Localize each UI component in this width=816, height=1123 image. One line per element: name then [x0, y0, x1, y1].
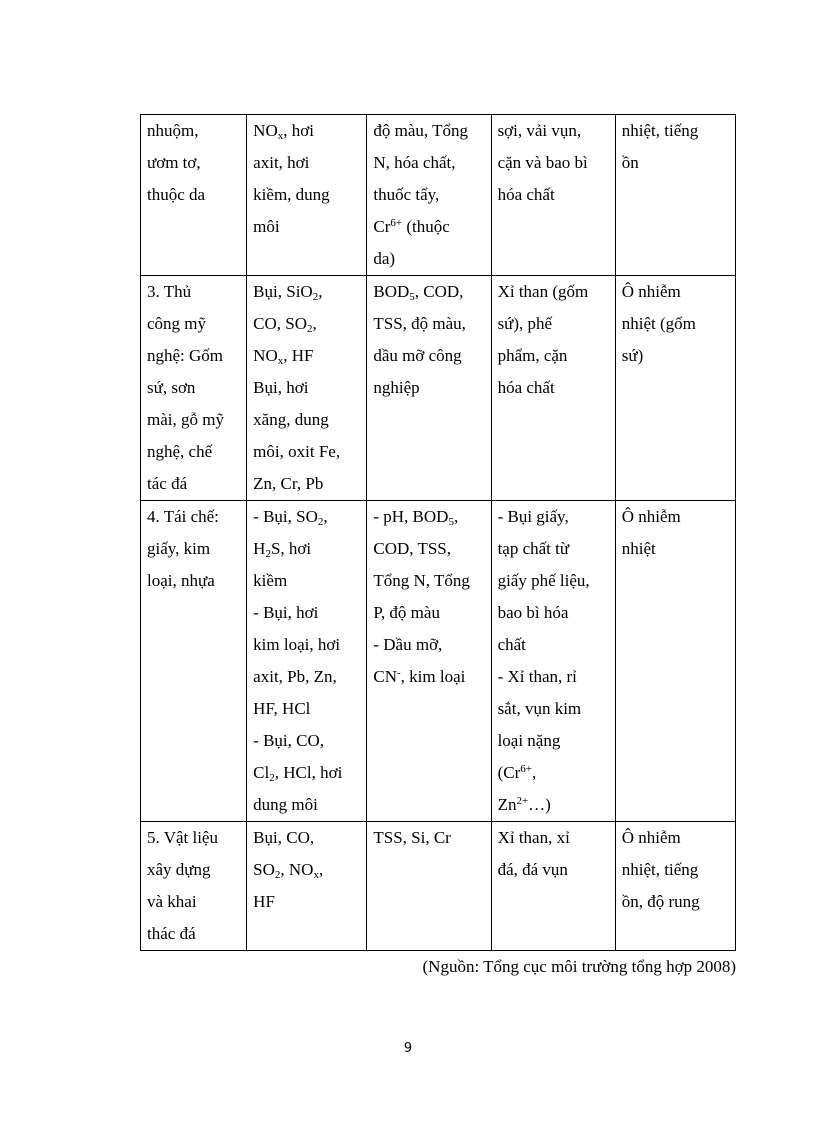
cell-line: axit, Pb, Zn,	[253, 667, 337, 686]
cell-line: giấy, kim	[147, 539, 211, 558]
cell-line: môi	[253, 217, 280, 236]
cell-line: thuộc da	[147, 185, 206, 204]
cell-line: TSS, Si, Cr	[373, 828, 451, 847]
cell-line: xăng, dung	[253, 410, 329, 429]
cell-line: Bụi, hơi	[253, 378, 309, 397]
sector-cell	[141, 115, 247, 276]
cell-line: $Cr^{6+}$ (thuộc	[373, 217, 450, 236]
cell-line: độ màu, Tổng	[373, 121, 468, 140]
solid-waste-cell	[491, 276, 615, 501]
cell-line: nghệ: Gốm	[147, 346, 224, 365]
cell-line: nghệ, chế	[147, 442, 213, 461]
cell-line: ồn	[621, 153, 639, 172]
cell-line: - Xỉ than, rỉ	[497, 667, 577, 686]
cell-line: nhiệt (gốm	[621, 314, 696, 333]
cell-line: hóa chất	[497, 185, 555, 204]
cell-line: COD, TSS,	[373, 539, 451, 558]
cell-line: - pH, $BOD_5$,	[373, 507, 459, 528]
cell-line: dung môi	[253, 795, 318, 814]
cell-line: nhiệt, tiếng	[621, 121, 699, 140]
table-row	[141, 115, 736, 276]
cell-line: HF	[253, 892, 275, 911]
cell-line: P, độ màu	[373, 603, 440, 622]
cell-line: $NO_x$, HF	[253, 346, 314, 367]
pollution-sources-table	[140, 114, 736, 951]
cell-line: giấy phế liệu,	[497, 571, 590, 590]
cell-line: 4. Tái chế:	[147, 507, 219, 526]
other-impacts-cell	[615, 501, 735, 822]
cell-line: $H_2S$, hơi	[253, 539, 312, 560]
cell-line: Tổng N, Tổng	[373, 571, 470, 590]
wastewater-cell	[367, 501, 491, 822]
cell-line: ươm tơ,	[147, 153, 201, 172]
cell-line: Xỉ than, xỉ	[497, 828, 570, 847]
cell-line: sứ, sơn	[147, 378, 196, 397]
cell-line: cặn và bao bì	[497, 153, 588, 172]
table-row	[141, 501, 736, 822]
solid-waste-cell	[491, 115, 615, 276]
air-emissions-cell	[247, 822, 367, 951]
cell-line: ($Cr^{6+}$,	[497, 763, 537, 782]
cell-line: thuốc tẩy,	[373, 185, 440, 204]
cell-line: N, hóa chất,	[373, 153, 456, 172]
other-impacts-cell	[615, 276, 735, 501]
cell-line: và khai	[147, 892, 197, 911]
cell-line: 5. Vật liệu	[147, 828, 218, 847]
cell-line: - Dầu mỡ,	[373, 635, 443, 654]
cell-line: chất	[497, 635, 526, 654]
sector-cell	[141, 501, 247, 822]
cell-line: - Bụi giấy,	[497, 507, 569, 526]
other-impacts-cell	[615, 822, 735, 951]
sector-cell	[141, 276, 247, 501]
cell-line: nhiệt, tiếng	[621, 860, 699, 879]
cell-line: ồn, độ rung	[621, 892, 700, 911]
cell-line: sứ), phế	[497, 314, 553, 333]
cell-line: nghiệp	[373, 378, 420, 397]
cell-line: axit, hơi	[253, 153, 310, 172]
cell-line: da)	[373, 249, 396, 268]
cell-line: - Bụi, CO,	[253, 731, 325, 750]
cell-line: tác đá	[147, 474, 188, 493]
solid-waste-cell	[491, 501, 615, 822]
cell-line: Zn, Cr, Pb	[253, 474, 324, 493]
cell-line: kim loại, hơi	[253, 635, 341, 654]
cell-line: loại nặng	[497, 731, 561, 750]
cell-line: Ô nhiễm	[621, 507, 681, 526]
cell-line: loại, nhựa	[147, 571, 215, 590]
cell-line: nhuộm,	[147, 121, 199, 140]
air-emissions-cell	[247, 276, 367, 501]
cell-line: Xỉ than (gốm	[497, 282, 589, 301]
cell-line: sợi, vải vụn,	[497, 121, 582, 140]
table-row	[141, 822, 736, 951]
air-emissions-cell	[247, 115, 367, 276]
wastewater-cell	[367, 115, 491, 276]
cell-line: Ô nhiễm	[621, 828, 681, 847]
cell-line: thác đá	[147, 924, 196, 943]
cell-line: hóa chất	[497, 378, 555, 397]
wastewater-cell	[367, 276, 491, 501]
cell-line: mài, gỗ mỹ	[147, 410, 224, 429]
cell-line: bao bì hóa	[497, 603, 569, 622]
cell-line: - Bụi, $SO_2$,	[253, 507, 328, 528]
source-note: (Nguồn: Tổng cục môi trường tổng hợp 2008)	[422, 957, 736, 976]
air-emissions-cell	[247, 501, 367, 822]
cell-line: phẩm, cặn	[497, 346, 568, 365]
cell-line: tạp chất từ	[497, 539, 570, 558]
sector-cell	[141, 822, 247, 951]
cell-line: đá, đá vụn	[497, 860, 568, 879]
cell-line: Bụi, CO,	[253, 828, 315, 847]
cell-line: TSS, độ màu,	[373, 314, 466, 333]
cell-line: - Bụi, hơi	[253, 603, 319, 622]
wastewater-cell	[367, 822, 491, 951]
solid-waste-cell	[491, 822, 615, 951]
cell-line: Ô nhiễm	[621, 282, 681, 301]
cell-line: kiềm, dung	[253, 185, 330, 204]
cell-line: xây dựng	[147, 860, 211, 879]
cell-line: $Zn^{2+}\dots$)	[497, 795, 551, 814]
cell-line: 3. Thủ	[147, 282, 192, 301]
cell-line: $BOD_5$, COD,	[373, 282, 464, 303]
cell-line: công mỹ	[147, 314, 207, 333]
other-impacts-cell	[615, 115, 735, 276]
cell-line: dầu mỡ công	[373, 346, 462, 365]
table-row	[141, 276, 736, 501]
cell-line: $Cl_2$, HCl, hơi	[253, 763, 343, 784]
cell-line: nhiệt	[621, 539, 656, 558]
cell-line: Bụi, SiO$_2$,	[253, 282, 323, 303]
cell-line: HF, HCl	[253, 699, 311, 718]
cell-line: kiềm	[253, 571, 288, 590]
cell-line: CN-, kim loại	[373, 667, 466, 686]
page-number: 9	[403, 1041, 413, 1056]
cell-line: sắt, vụn kim	[497, 699, 582, 718]
cell-line: sứ)	[621, 346, 644, 365]
cell-line: $SO_2$, $NO_x$,	[253, 860, 324, 881]
cell-line: CO, $SO_2$,	[253, 314, 317, 335]
cell-line: môi, oxit Fe,	[253, 442, 341, 461]
cell-line: $NO_x$, hơi	[253, 121, 314, 142]
